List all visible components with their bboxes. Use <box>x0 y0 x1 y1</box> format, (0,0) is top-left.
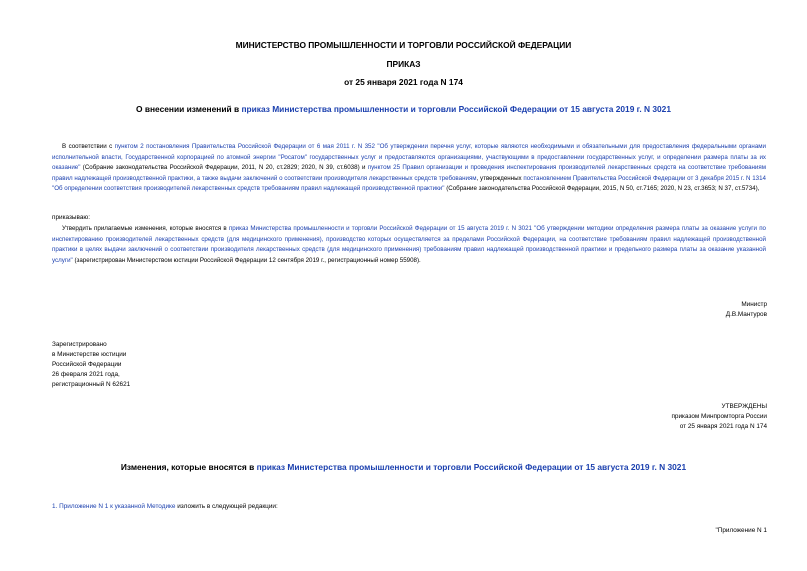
doc-type-heading: ПРИКАЗ <box>386 59 421 69</box>
order-word: приказываю: <box>52 214 90 221</box>
approved-line: УТВЕРЖДЕНЫ <box>721 403 767 410</box>
amended-order-link[interactable]: приказ Министерства промышленности и торговли Российской Федерации от 15 августа 2019 г. N 3021 <box>241 104 671 114</box>
doc-date-heading: от 25 января 2021 года N 174 <box>344 77 463 87</box>
approval-text-1: Утвердить прилагаемые изменения, которые вносятся в <box>62 225 229 232</box>
changes-order-link[interactable]: приказ Министерства промышленности и торговли Российской Федерации от 15 августа 2019 г. N 3021 <box>256 462 687 472</box>
decree-1314-link[interactable]: постановлением Правительства Российской Федерации от 3 декабря 2015 г. N 1314 "Об определении соответствия производителей лекарственных средств требованиям правил надлежащей производственной практики" <box>52 174 766 192</box>
signatory-position: Министр <box>741 301 767 308</box>
registration-line: 26 февраля 2021 года, <box>52 371 120 378</box>
order-title <box>0 104 807 114</box>
approved-line: от 25 января 2021 года N 174 <box>679 423 767 430</box>
preamble-text-4: (Собрание законодательства Российской Федерации, 2015, N 50, ст.7165; 2020, N 23, ст.3653; N 37, ст.5734), <box>444 185 760 192</box>
approved-block <box>671 402 767 432</box>
ministry-heading: МИНИСТЕРСТВО ПРОМЫШЛЕННОСТИ И ТОРГОВЛИ РОССИЙСКОЙ ФЕДЕРАЦИИ <box>235 40 572 50</box>
order-title-prefix: О внесении изменений в <box>136 104 242 114</box>
appendix-1-link[interactable]: 1. Приложение N 1 к указанной Методике <box>52 503 176 510</box>
registration-block <box>52 340 130 390</box>
changes-title-prefix: Изменения, которые вносятся в <box>120 462 257 472</box>
signatory-name: Д.В.Мантуров <box>725 311 767 318</box>
preamble-paragraph <box>52 142 766 195</box>
approval-text-2: (зарегистрирован Министерством юстиции Российской Федерации 12 сентября 2019 г., регистрационный номер 55908). <box>72 256 421 264</box>
appendix-label: "Приложение N 1 <box>715 527 767 534</box>
item-1 <box>52 502 278 512</box>
preamble-text-3: , утвержденных <box>476 174 524 182</box>
registration-line: регистрационный N 62621 <box>52 381 131 388</box>
registration-line: в Министерстве юстиции <box>52 351 127 358</box>
preamble-text-1: В соответствии с <box>62 143 115 150</box>
signature-block <box>726 300 767 320</box>
registration-line: Российской Федерации <box>52 361 122 368</box>
registration-line: Зарегистрировано <box>52 341 107 348</box>
changes-title <box>0 462 807 472</box>
item-1-text: изложить в следующей редакции: <box>175 503 278 510</box>
approved-line: приказом Минпромторга России <box>671 413 767 420</box>
preamble-text-2: (Собрание законодательства Российской Федерации, 2011, N 20, ст.2829; 2020, N 39, ст.6038) и <box>80 164 368 171</box>
rules-clause-25-link[interactable]: пунктом 25 Правил организации и проведения инспектирования производителей лекарственных средств на соответствие требованиям правил надлежащей производственной практики, а также выдачи заключений о соответствии производителя лекарственных средств требованиям <box>52 164 766 182</box>
approval-paragraph <box>52 224 766 266</box>
decree-352-link[interactable]: пунктом 2 постановления Правительства Российской Федерации от 6 мая 2011 г. N 352 "Об утверждении перечня услуг, которые являются необходимыми и обязательными для предоставления федеральными органами исполнительной власти, Государственной корпорацией по атомной энергии "Росатом" государственных услуг и предоставляются организациями, участвующими в предоставлении государственных услуг, и определении размера платы за их оказание" <box>52 143 766 171</box>
order-3021-link[interactable]: приказ Министерства промышленности и торговли Российской Федерации от 15 августа 2019 г. N 3021 "Об утверждении методики определения размера платы за оказание услуги по инспектированию производителей лекарственных средств (для медицинского применения), производство которых осуществляется за пределами Российской Федерации, на соответствие требованиям правил надлежащей производственной практики в целях выдачи заключений о соответствии производителя лекарственных средств (для медицинского применения) требованиям правил надлежащей производственной практики и предельного размера платы за оказание указанной услуги" <box>52 225 766 264</box>
